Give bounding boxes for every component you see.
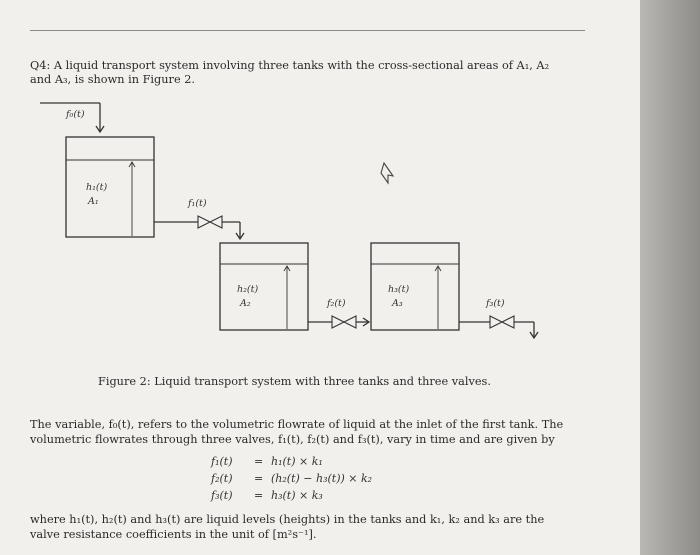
figure-caption: Figure 2: Liquid transport system with three tanks and three valves. [98, 375, 491, 388]
tank-3 [371, 243, 459, 330]
equation-2-lhs: f₂(t) [211, 472, 233, 485]
equation-1-lhs: f₁(t) [211, 455, 233, 468]
valve-2-icon [332, 316, 344, 328]
paragraph-2-line-1: where h₁(t), h₂(t) and h₃(t) are liquid levels (heights) in the tanks and k₁, k₂ and k₃ are the [30, 513, 545, 526]
question-line-2: and A₃, is shown in Figure 2. [30, 73, 196, 86]
equation-3-lhs: f₃(t) [211, 489, 233, 502]
equation-2-rhs: (h₂(t) − h₃(t)) × k₂ [271, 472, 373, 485]
paragraph-1-line-1: The variable, f₀(t), refers to the volumetric flowrate of liquid at the inlet of the first tank. The [30, 418, 564, 431]
mouse-cursor-icon [381, 163, 393, 183]
question-line-1: Q4: A liquid transport system involving three tanks with the cross-sectional areas of A₁, A₂ [30, 59, 550, 72]
tank-3-level-label: h₃(t) [388, 284, 410, 295]
valve-3-icon [490, 316, 502, 328]
valve-1-label: f₁(t) [188, 198, 207, 209]
equation-1-rhs: h₁(t) × k₁ [271, 455, 323, 468]
equation-3-sign: = [254, 489, 264, 502]
tank-1-area-label: A₁ [88, 196, 99, 207]
tank-2 [220, 243, 308, 330]
tank-3-area-label: A₃ [392, 298, 403, 309]
equation-1-sign: = [254, 455, 264, 468]
paragraph-2-line-2: valve resistance coefficients in the unit of [m²s⁻¹]. [30, 528, 317, 541]
paragraph-1-line-2: volumetric flowrates through three valves, f₁(t), f₂(t) and f₃(t), vary in time and are given by [30, 433, 555, 446]
tank-1 [66, 137, 154, 237]
equation-2-sign: = [254, 472, 264, 485]
valve-2-label: f₂(t) [327, 298, 346, 309]
valve-1-icon [198, 216, 210, 228]
equation-3-rhs: h₃(t) × k₃ [271, 489, 323, 502]
tank-2-area-label: A₂ [240, 298, 251, 309]
inlet-label: f₀(t) [66, 109, 85, 120]
tank-2-level-label: h₂(t) [237, 284, 259, 295]
tank-1-level-label: h₁(t) [86, 182, 108, 193]
valve-3-label: f₃(t) [486, 298, 505, 309]
